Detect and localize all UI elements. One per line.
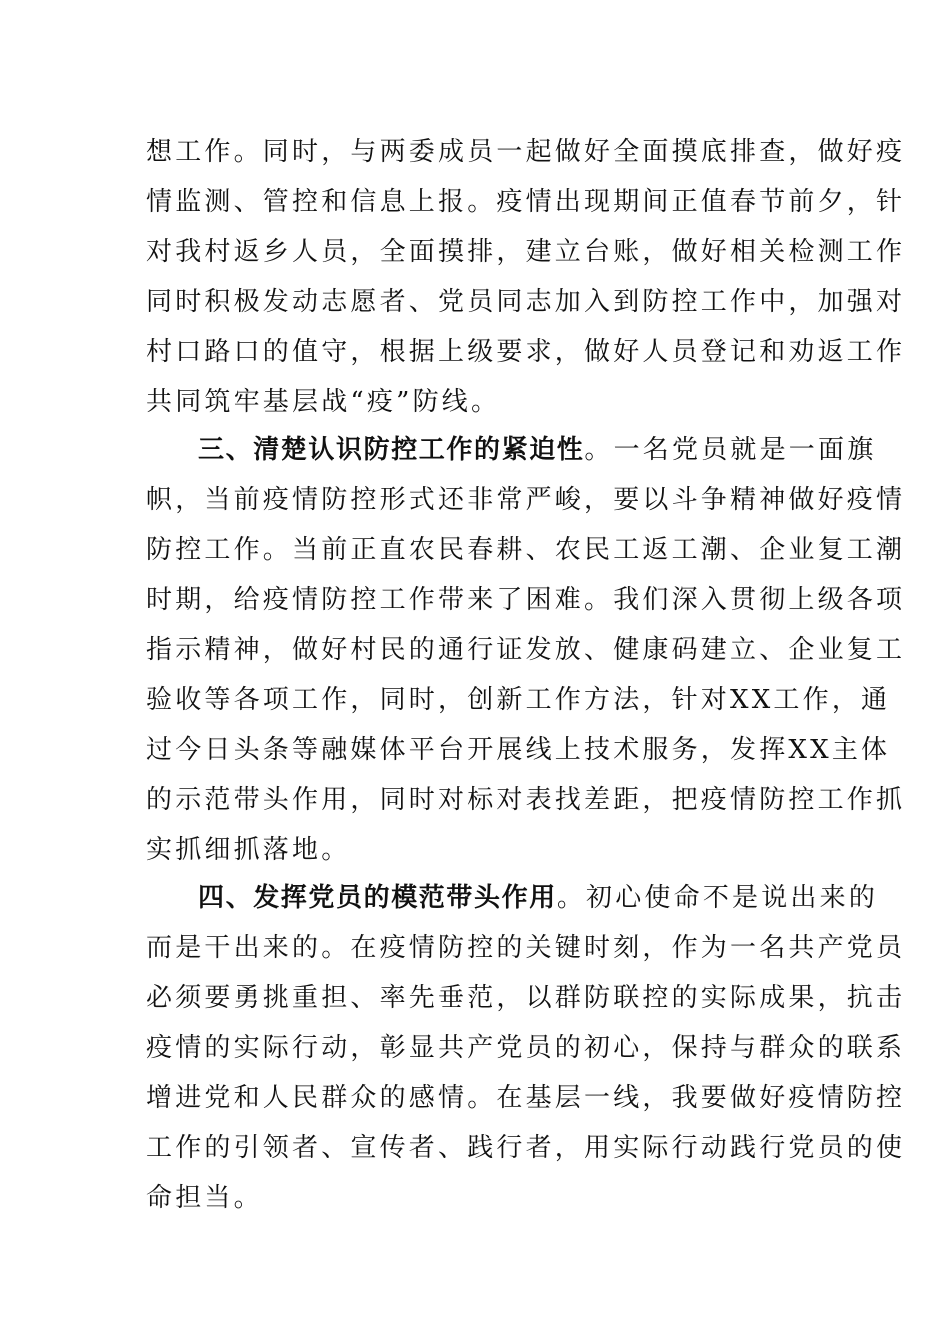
text-line: 帜，当前疫情防控形式还非常严峻，要以斗争精神做好疫情 <box>146 485 906 515</box>
text-line: 过今日头条等融媒体平台开展线上技术服务，发挥XX主体 <box>146 735 891 765</box>
text-line: 疫情的实际行动，彰显共产党员的初心，保持与群众的联系 <box>146 1033 906 1063</box>
text-line: 实抓细抓落地。 <box>146 835 351 865</box>
text-line: 增进党和人民群众的感情。在基层一线，我要做好疫情防控 <box>146 1083 906 1113</box>
text-line: 同时积极发动志愿者、党员同志加入到防控工作中，加强对 <box>146 287 906 317</box>
text-line: 情监测、管控和信息上报。疫情出现期间正值春节前夕，针 <box>146 187 906 217</box>
text-line: 指示精神，做好村民的通行证发放、健康码建立、企业复工 <box>146 635 906 665</box>
first-line <box>146 425 877 475</box>
first-line-text: 。初心使命不是说出来的 <box>556 883 879 913</box>
text-line: 验收等各项工作，同时，创新工作方法，针对XX工作，通 <box>146 685 891 715</box>
paragraph-section-three <box>146 425 906 875</box>
section-heading: 三、清楚认识防控工作的紧迫性 <box>198 435 585 465</box>
paragraph-continued <box>146 127 906 427</box>
paragraph-section-four <box>146 873 906 1223</box>
first-line <box>146 873 879 923</box>
text-line: 防控工作。当前正直农民春耕、农民工返工潮、企业复工潮 <box>146 535 906 565</box>
text-line: 的示范带头作用，同时对标对表找差距，把疫情防控工作抓 <box>146 785 906 815</box>
section-heading: 四、发挥党员的模范带头作用 <box>198 883 557 913</box>
text-line: 共同筑牢基层战“疫”防线。 <box>146 387 501 417</box>
first-line-text: 。一名党员就是一面旗 <box>584 435 877 465</box>
text-line: 想工作。同时，与两委成员一起做好全面摸底排查，做好疫 <box>146 137 906 167</box>
text-line: 工作的引领者、宣传者、践行者，用实际行动践行党员的使 <box>146 1133 906 1163</box>
text-line: 对我村返乡人员，全面摸排，建立台账，做好相关检测工作 <box>146 237 906 267</box>
text-line: 村口路口的值守，根据上级要求，做好人员登记和劝返工作 <box>146 337 906 367</box>
text-line: 必须要勇挑重担、率先垂范，以群防联控的实际成果，抗击 <box>146 983 906 1013</box>
text-line: 命担当。 <box>146 1183 263 1213</box>
text-line: 而是干出来的。在疫情防控的关键时刻，作为一名共产党员 <box>146 933 906 963</box>
text-line: 时期，给疫情防控工作带来了困难。我们深入贯彻上级各项 <box>146 585 906 615</box>
